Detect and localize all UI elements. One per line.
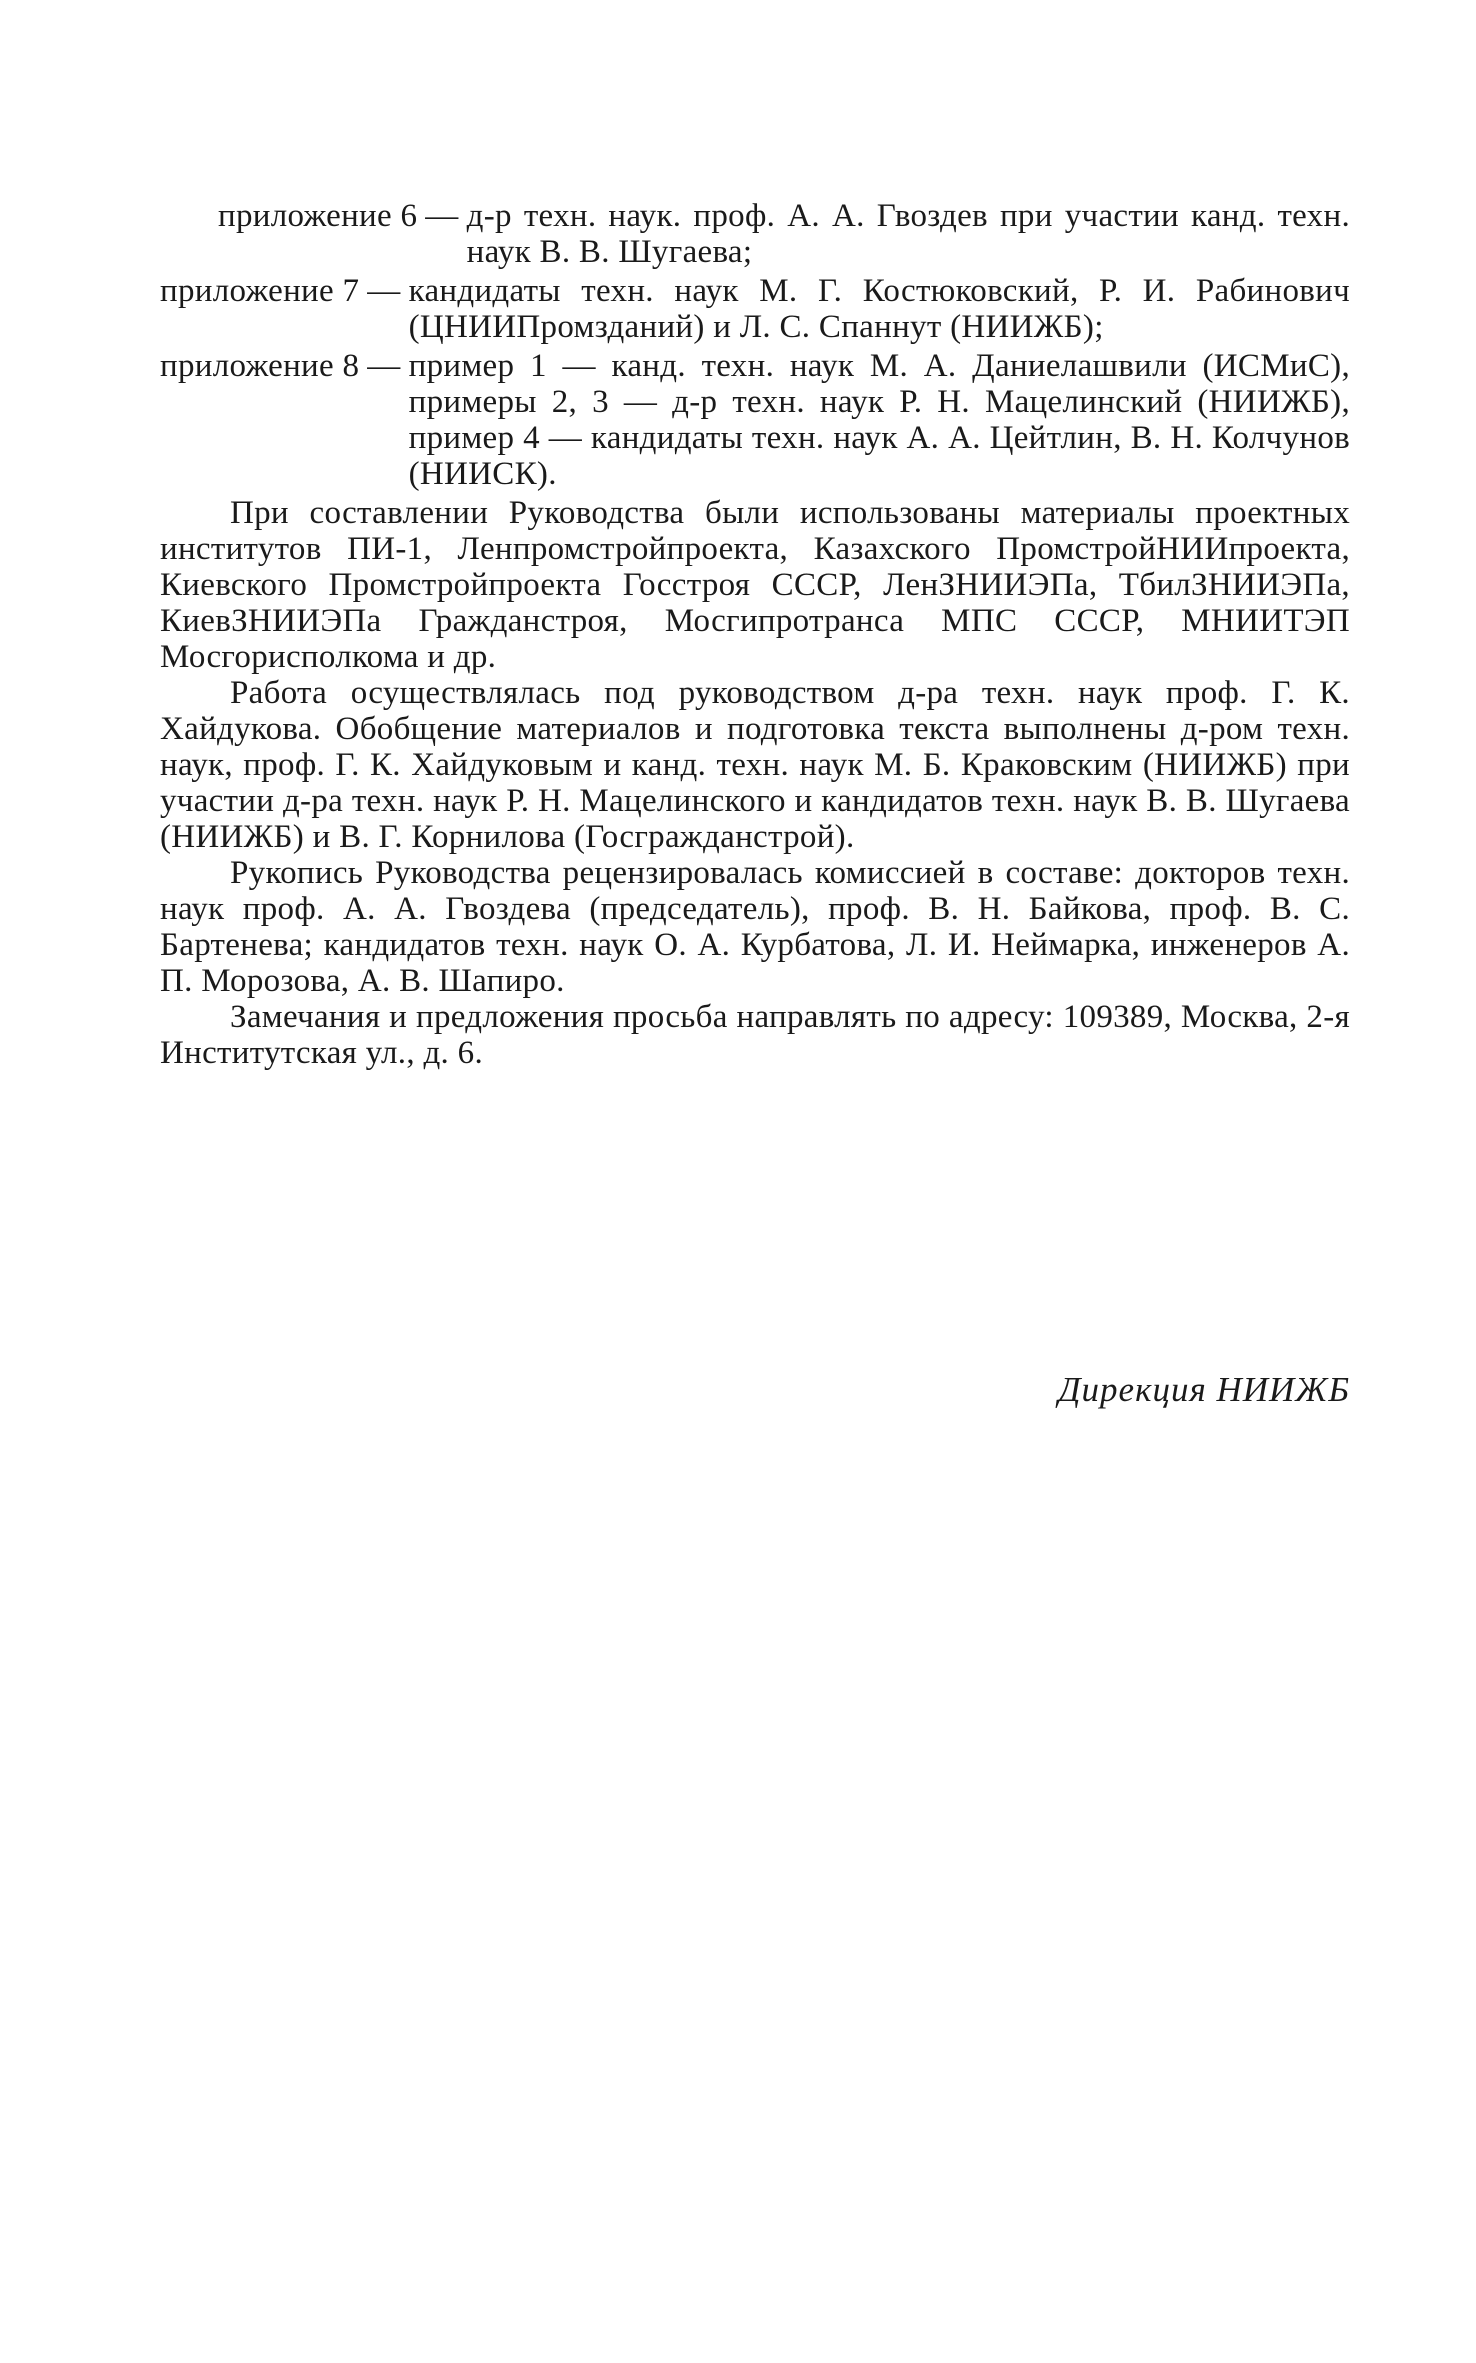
- appendix-entry-6: [160, 198, 1350, 270]
- appendix-entry-8: [160, 348, 1350, 492]
- main-text-block: [160, 198, 1350, 1071]
- appendix-text: д-р техн. наук. проф. А. А. Гвоздев при участии канд. техн. наук В. В. Шугаева;: [466, 198, 1350, 270]
- appendix-dash: —: [367, 273, 401, 309]
- paragraph-authors: Работа осуществлялась под руководством д-ра техн. наук проф. Г. К. Хайдукова. Обобщение материалов и подготовка текста выполнены д-ром техн. наук, проф. Г. К. Хайдуковым и канд. техн. наук М. Б. Краковским (НИИЖБ) при участии д-ра техн. наук Р. Н. Мацелинского и кандидатов техн. наук В. В. Шугаева (НИИЖБ) и В. Г. Корнилова (Госгражданстрой).: [160, 675, 1350, 855]
- paragraph-reviewers: Рукопись Руководства рецензировалась комиссией в составе: докторов техн. наук проф. А. А. Гвоздева (председатель), проф. В. Н. Байкова, проф. В. С. Бартенева; кандидатов техн. наук О. А. Курбатова, Л. И. Неймарка, инженеров А. П. Морозова, А. В. Шапиро.: [160, 855, 1350, 999]
- appendix-label: приложение 6: [218, 198, 418, 234]
- appendix-label: приложение 8: [160, 348, 360, 384]
- appendix-dash: —: [425, 198, 459, 234]
- appendix-text: кандидаты техн. наук М. Г. Костюковский, Р. И. Рабинович (ЦНИИПромзданий) и Л. С. Спаннут (НИИЖБ);: [408, 273, 1350, 345]
- appendix-entry-7: [160, 273, 1350, 345]
- appendix-label: приложение 7: [160, 273, 360, 309]
- appendix-text: пример 1 — канд. техн. наук М. А. Даниелашвили (ИСМиС), примеры 2, 3 — д-р техн. наук Р. Н. Мацелинский (НИИЖБ), пример 4 — кандидаты техн. наук А. А. Цейтлин, В. Н. Колчунов (НИИСК).: [408, 348, 1350, 492]
- paragraph-materials: При составлении Руководства были использованы материалы проектных институтов ПИ-1, Ленпромстройпроекта, Казахского ПромстройНИИпроекта, Киевского Промстройпроекта Госстроя СССР, ЛенЗНИИЭПа, ТбилЗНИИЭПа, КиевЗНИИЭПа Гражданстроя, Мосгипротранса МПС СССР, МНИИТЭП Мосгорисполкома и др.: [160, 495, 1350, 675]
- appendix-dash: —: [367, 348, 401, 384]
- signature: Дирекция НИИЖБ: [1058, 1370, 1350, 1409]
- paragraph-address: Замечания и предложения просьба направлять по адресу: 109389, Москва, 2-я Институтская ул., д. 6.: [160, 999, 1350, 1071]
